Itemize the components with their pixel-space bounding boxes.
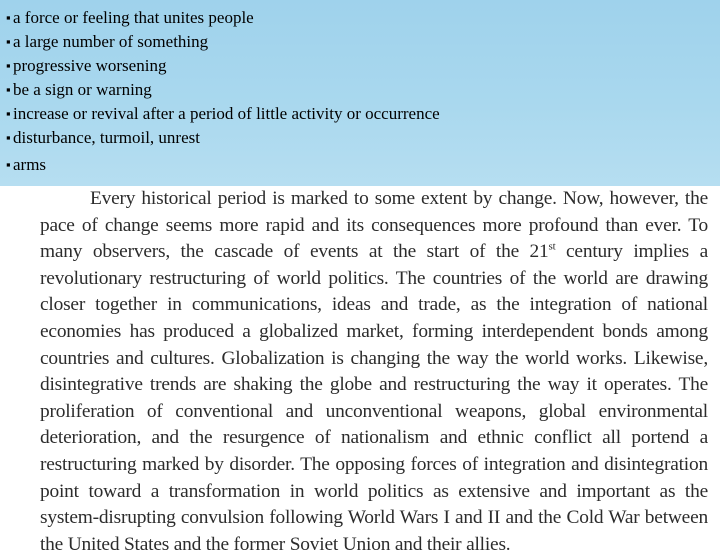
definitions-panel — [0, 0, 720, 186]
definition-item — [6, 54, 440, 78]
bullet-icon: ▪ — [6, 106, 11, 121]
bullet-icon: ▪ — [6, 58, 11, 73]
passage-paragraph — [40, 186, 708, 558]
passage-text-part-2: century implies a revolutionary restructuring of world politics. The countries of the world are drawing closer together in communications, ideas and trade, as the integration of national economies has produced a globalized market, forming interdependent bonds among countries and cultures. Globalization is changing the way the world works. Likewise, disintegrative trends are shaking the globe and restructuring the way it operates. The proliferation of conventional and unconventional weapons, global environmental deterioration, and the resurgence of nationalism and ethnic conflict all portend a restructuring marked by disorder. The opposing forces of integration and disintegration point toward a transformation in world politics as extensive and important as the system-disrupting convulsion following World Wars I and II and the Cold War between the United States and the former Soviet Union and their allies. — [40, 241, 708, 555]
bullet-icon: ▪ — [6, 34, 11, 49]
definition-item — [6, 78, 440, 102]
bullet-icon: ▪ — [6, 10, 11, 25]
definition-text: progressive worsening — [13, 56, 167, 75]
passage-text-part-1: Every historical period is marked to some extent by change. Now, however, the pace of change seems more rapid and its consequences more profound than ever. To many observers, the cascade of events at the start of the 21 — [40, 188, 708, 263]
definition-text: a large number of something — [13, 32, 209, 51]
definition-item — [6, 6, 440, 30]
definition-item — [6, 126, 440, 150]
definition-text: a force or feeling that unites people — [13, 8, 254, 27]
definition-text: arms — [13, 155, 47, 174]
bullet-icon: ▪ — [6, 157, 11, 172]
ordinal-superscript: st — [548, 240, 556, 253]
definitions-list — [6, 6, 440, 177]
definition-text: be a sign or warning — [13, 80, 152, 99]
definition-text: increase or revival after a period of little activity or occurrence — [13, 104, 440, 123]
definition-text: disturbance, turmoil, unrest — [13, 128, 200, 147]
definition-item — [6, 102, 440, 126]
definition-item — [6, 30, 440, 54]
definition-item — [6, 153, 440, 177]
bullet-icon: ▪ — [6, 130, 11, 145]
scanned-passage — [40, 186, 708, 555]
bullet-icon: ▪ — [6, 82, 11, 97]
